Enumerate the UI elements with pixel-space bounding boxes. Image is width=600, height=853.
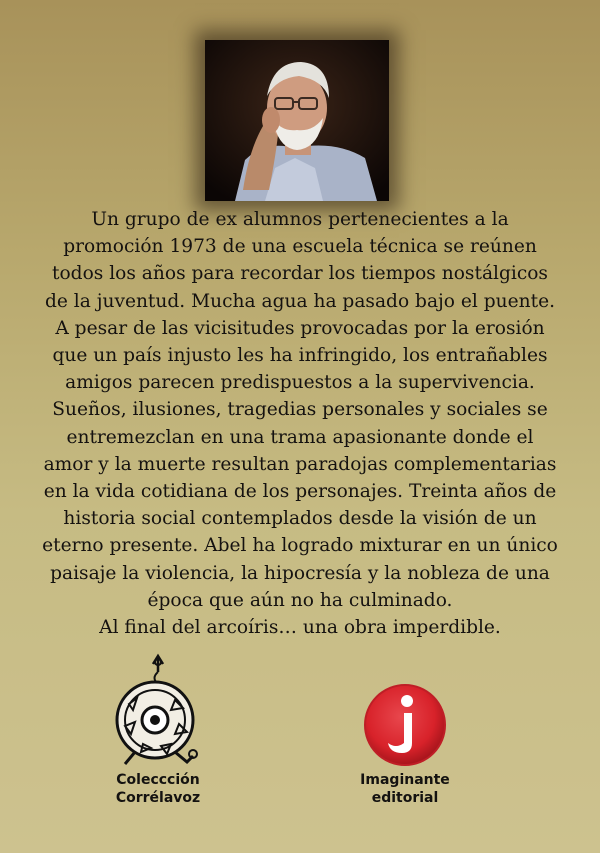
collection-caption-line1: Coleccción [116, 772, 200, 788]
collection-caption-line2: Corrélavoz [115, 790, 201, 806]
publisher-logo [360, 681, 450, 771]
publisher-caption-line2: editorial [371, 790, 439, 806]
publisher-caption [345, 771, 465, 807]
author-portrait-icon [205, 40, 389, 201]
collection-logo [95, 652, 225, 767]
ethnic-shield-icon [95, 652, 225, 767]
blurb-paragraph: Un grupo de ex alumnos pertenecientes a la promoción 1973 de una escuela técnica se reúnen todos los años para recordar los tiempos nostálgicos de la juventud. Mucha agua ha pasado bajo el puente. A pesar de las vicisitudes provocadas por la erosión que un país injusto les ha infringido, los entrañables amigos parecen predispuestos a la supervivencia. Sueños, ilusiones, tragedias personales y sociales se entremezclan en una trama apasionante donde el amor y la muerte resultan paradojas complementarias en la vida cotidiana de los personajes. Treinta años de historia social contemplados desde la visión de un eterno presente. Abel ha logrado mixturar en un único paisaje la violencia, la hipocresía y la nobleza de una época que aún no ha culminado. [42, 209, 558, 611]
author-photo [205, 40, 389, 201]
publisher-caption-line1: Imaginante [360, 772, 450, 788]
back-cover-blurb [40, 206, 560, 641]
blurb-closing-line: Al final del arcoíris… una obra imperdible. [99, 617, 501, 639]
red-i-circle-icon [360, 681, 450, 771]
collection-caption [98, 771, 218, 807]
